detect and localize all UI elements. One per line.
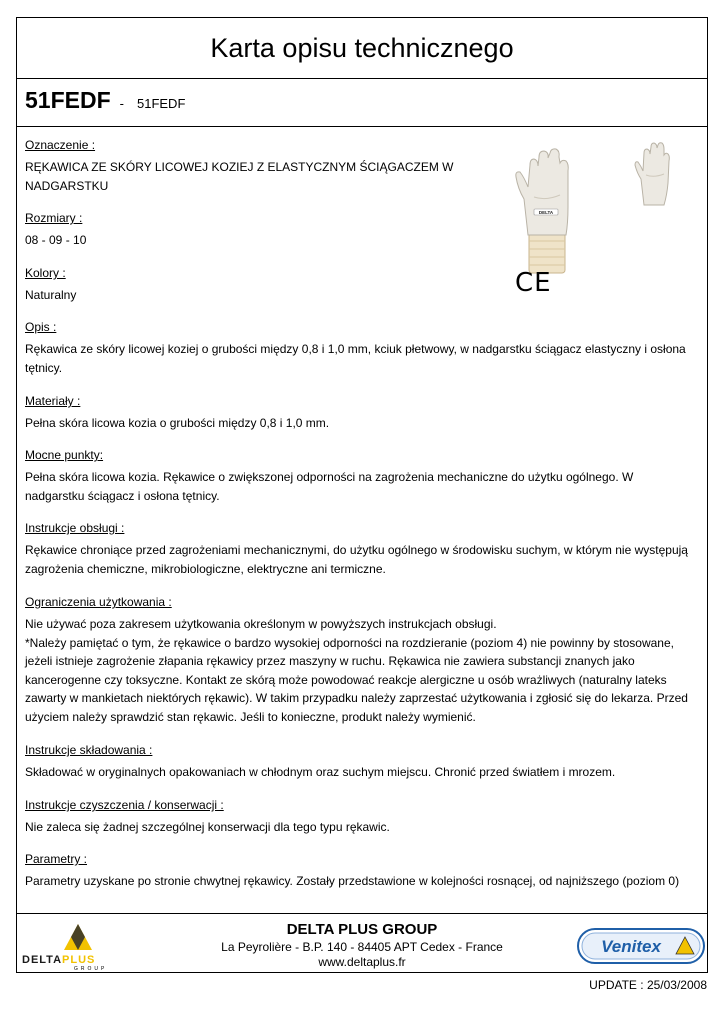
venitex-logo bbox=[577, 928, 705, 964]
storage-text: Składować w oryginalnych opakowaniach w chłodnym oraz suchym miejscu. Chronić przed światłem i mrozem. bbox=[25, 765, 616, 779]
divider bbox=[17, 126, 707, 127]
glove-label: DELTA bbox=[538, 210, 554, 215]
limits-line: zawarty w mankietach niektórych rękawic). W takim przypadku należy zaprzestać użytkowania i zgłosić się do lekarza. Przed bbox=[25, 691, 688, 705]
limits-line: jeżeli istnieje zagrożenie złapania rękawicy przez maszyny w ruchu. Rękawica nie zawiera substancji znanych jako bbox=[25, 654, 635, 668]
usage-heading: Instrukcje obsługi : bbox=[25, 521, 125, 535]
ce-mark: CE bbox=[515, 268, 552, 298]
description-line: Rękawica ze skóry licowej koziej o grubości między 0,8 i 1,0 mm, kciuk płetwowy, w nadgarstku ściągacz elastyczny i osłona bbox=[25, 342, 686, 356]
storage-heading: Instrukcje składowania : bbox=[25, 743, 153, 757]
cleaning-heading: Instrukcje czyszczenia / konserwacji : bbox=[25, 798, 224, 812]
materials-heading: Materiały : bbox=[25, 394, 81, 408]
cleaning-text: Nie zaleca się żadnej szczególnej konserwacji dla tego typu rękawic. bbox=[25, 820, 390, 834]
strengths-line: Pełna skóra licowa kozia. Rękawice o zwiększonej odporności na zagrożenia mechaniczne do użytku ogólnego. W bbox=[25, 470, 634, 484]
delta-plus-group-label: GROUP bbox=[74, 966, 108, 972]
strengths-line: nadgarstku ściągacz i osłona tętnicy. bbox=[25, 488, 220, 503]
description-line: tętnicy. bbox=[25, 360, 63, 375]
description-text bbox=[25, 340, 686, 377]
designation-heading: Oznaczenie : bbox=[25, 138, 96, 152]
limits-text bbox=[25, 615, 688, 726]
strengths-heading: Mocne punkty: bbox=[25, 448, 104, 462]
colours-text: Naturalny bbox=[25, 288, 77, 302]
strengths-text bbox=[25, 468, 633, 505]
company-address: La Peyrolière - B.P. 140 - 84405 APT Cedex - France bbox=[221, 940, 503, 954]
limits-line: kancerogenne czy toksyczne. Kontakt ze skórą może powodować reakcje alergiczne u osób wrażliwych (naturalny lateks bbox=[25, 672, 667, 687]
colours-heading: Kolory : bbox=[25, 266, 66, 280]
limits-heading: Ograniczenia użytkowania : bbox=[25, 595, 172, 609]
product-code-separator: - bbox=[119, 96, 124, 111]
designation-text bbox=[25, 158, 454, 195]
parameters-text: Parametry uzyskane po stronie chwytnej rękawicy. Zostały przedstawione w kolejności rosnącej, od najniższego (poziom 0) bbox=[25, 874, 680, 888]
sizes-text: 08 - 09 - 10 bbox=[25, 233, 87, 247]
technical-sheet bbox=[16, 17, 708, 973]
venitex-wordmark: Venitex bbox=[601, 937, 661, 956]
glove-image-large bbox=[512, 137, 582, 277]
limits-line: użyciem należy sprawdzić stan rękawic. Jeśli to konieczne, produkt należy wymienić. bbox=[25, 709, 476, 724]
footer bbox=[17, 913, 707, 973]
usage-line: Rękawice chroniące przed zagrożeniami mechanicznymi, do użytku ogólnego w środowisku suchym, w którym nie występują bbox=[25, 543, 688, 557]
product-code-ref: 51FEDF bbox=[136, 96, 186, 111]
limits-line: Nie używać poza zakresem użytkowania określonym w powyższych instrukcjach obsługi. bbox=[25, 617, 497, 631]
description-heading: Opis : bbox=[25, 320, 57, 334]
product-code-row bbox=[25, 87, 185, 117]
company-website[interactable]: www.deltaplus.fr bbox=[318, 955, 406, 969]
usage-line: zagrożenia chemiczne, mikrobiologiczne, elektryczne ani termiczne. bbox=[25, 561, 386, 576]
glove-image-small bbox=[632, 139, 672, 211]
sizes-heading: Rozmiary : bbox=[25, 211, 83, 225]
update-date: UPDATE : 25/03/2008 bbox=[589, 978, 707, 992]
limits-line: *Należy pamiętać o tym, że rękawice o bardzo wysokiej odporności na rozdzieranie (poziom 4) nie powinny by stosowane, bbox=[25, 635, 674, 650]
delta-plus-wordmark: DELTAPLUS bbox=[22, 954, 96, 966]
usage-text bbox=[25, 541, 688, 578]
product-code: 51FEDF bbox=[25, 87, 111, 113]
page-title: Karta opisu technicznego bbox=[17, 18, 707, 79]
parameters-heading: Parametry : bbox=[25, 852, 88, 866]
designation-line: RĘKAWICA ZE SKÓRY LICOWEJ KOZIEJ Z ELASTYCZNYM ŚCIĄGACZEM W bbox=[25, 160, 454, 174]
company-name: DELTA PLUS GROUP bbox=[286, 921, 438, 938]
materials-text: Pełna skóra licowa kozia o grubości między 0,8 i 1,0 mm. bbox=[25, 416, 330, 430]
designation-line: NADGARSTKU bbox=[25, 178, 109, 193]
